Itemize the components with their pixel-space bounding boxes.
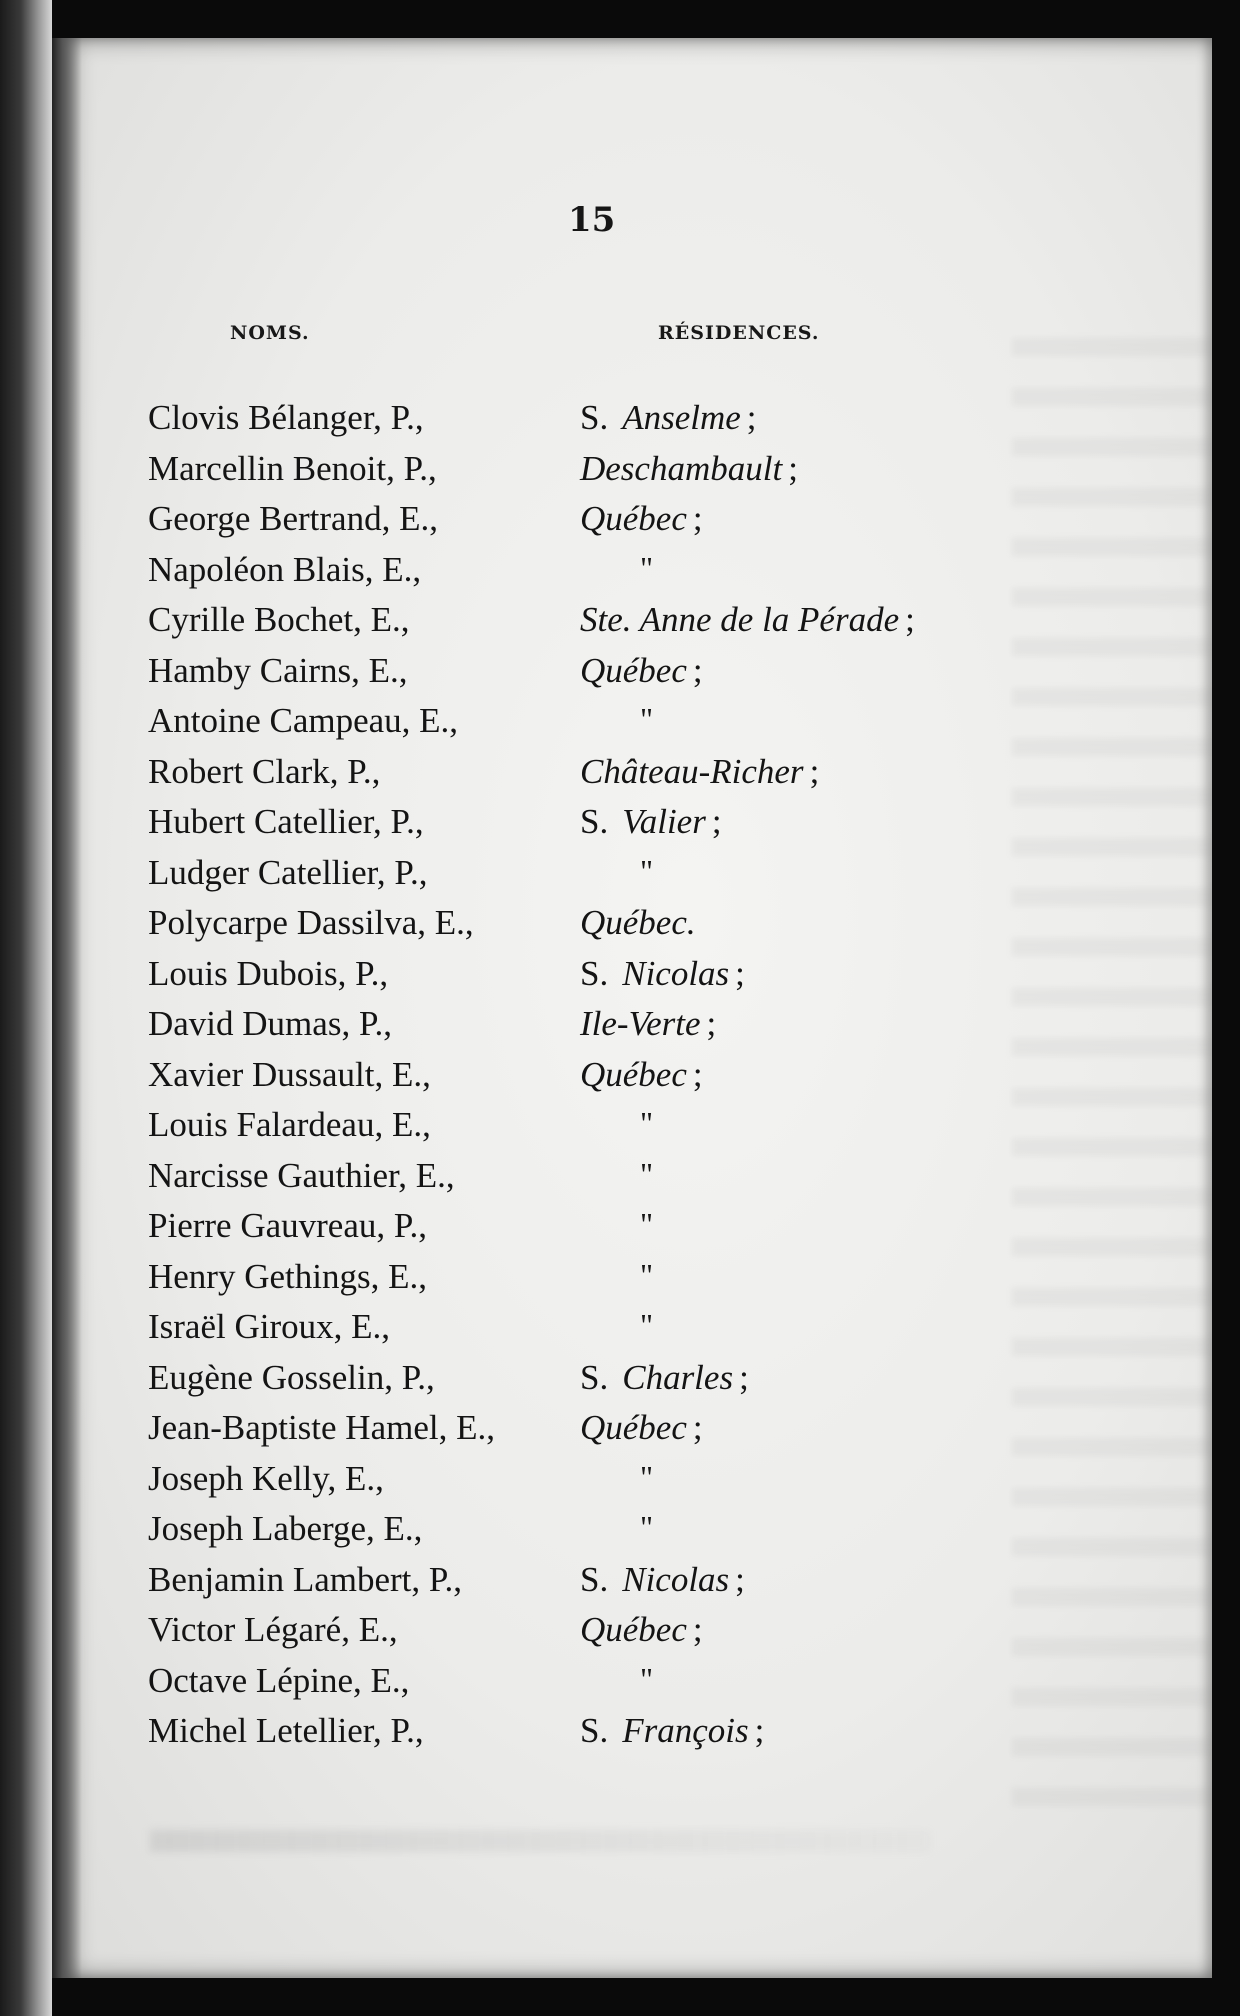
list-item [148,1711,1098,1762]
residence [580,1408,703,1448]
residence-place: Québec [580,1408,687,1447]
person-name: Victor Légaré, E., [148,1610,398,1649]
residence-place: Québec. [580,903,696,942]
person-name: Michel Letellier, P., [148,1711,424,1750]
list-item [148,1105,1098,1156]
residence [580,752,819,792]
person-name: Robert Clark, P., [148,751,381,791]
person-name: Benjamin Lambert, P., [148,1559,462,1599]
person-name: Eugène Gosselin, P., [148,1357,435,1397]
list-item [148,1156,1098,1207]
person-name: Joseph Kelly, E., [148,1458,384,1498]
residence-place: Québec [580,650,687,690]
residence-punctuation: ; [735,953,745,993]
list-item [148,1661,1098,1712]
residence [580,600,915,640]
person-name: Octave Lépine, E., [148,1660,410,1700]
list-item [148,449,1098,500]
ditto-mark: " [640,1660,654,1697]
residence-prefix: S. [580,953,609,993]
person-name: Antoine Campeau, E., [148,701,459,740]
residence-prefix: S. [580,1357,609,1397]
person-name: Narcisse Gauthier, E., [148,1155,455,1195]
person-name: Jean-Baptiste Hamel, E., [148,1408,495,1447]
residence-prefix: S. [580,398,609,437]
residence-place: Charles [622,1357,734,1397]
person-name: Joseph Laberge, E., [148,1509,423,1548]
residence [580,1055,703,1095]
residence-punctuation: ; [692,1054,703,1094]
residence-place: Nicolas [622,953,730,993]
residence-place: Deschambault [580,448,783,488]
faint-bleed-line [150,1830,930,1852]
list-item [148,651,1098,702]
residence [580,1004,716,1044]
list-item [148,1004,1098,1055]
list-item [148,499,1098,550]
residence [580,1711,764,1751]
page-number: 15 [568,200,616,240]
list-item [148,903,1098,954]
residence [580,954,745,994]
residence [580,1560,745,1600]
person-name: Louis Falardeau, E., [148,1105,431,1144]
list-item [148,1055,1098,1106]
residence [580,651,703,691]
residence-place: Anselme [622,398,741,437]
residence-punctuation: ; [735,1559,745,1599]
residence [580,1610,703,1650]
residence-place: Ile-Verte [580,1004,701,1043]
person-name: Henry Gethings, E., [148,1256,427,1296]
residence [580,1358,749,1398]
right-edge [1212,0,1240,2016]
person-name: Clovis Bélanger, P., [148,398,424,437]
residence-punctuation: ; [706,1004,717,1043]
list-item [148,1307,1098,1358]
person-name: Louis Dubois, P., [148,953,389,993]
list-item [148,752,1098,803]
residence-punctuation: ; [788,448,798,488]
residence-punctuation: ; [692,1408,703,1447]
book-spine [0,0,52,2016]
residence [580,802,722,842]
column-header-residences: RÉSIDENCES. [658,322,820,344]
list-item [148,701,1098,752]
residence-place: Québec [580,499,687,538]
list-item [148,954,1098,1005]
names-list [148,398,1098,1762]
person-name: David Dumas, P., [148,1004,393,1043]
list-item [148,1206,1098,1257]
residence-place: Ste. Anne de la Pérade [580,600,900,639]
page-gutter-shadow [52,38,82,1978]
residence-place: Québec [580,1610,687,1649]
residence-punctuation: ; [905,600,915,639]
residence-punctuation: ; [746,398,757,437]
ditto-mark: " [640,1155,654,1192]
list-item [148,1459,1098,1510]
person-name: Xavier Dussault, E., [148,1054,431,1094]
list-item [148,1560,1098,1611]
person-name: George Bertrand, E., [148,499,438,538]
list-item [148,1408,1098,1459]
ditto-mark: " [640,1105,654,1141]
ditto-mark: " [640,1509,654,1545]
list-item [148,600,1098,651]
residence [580,398,757,438]
list-item [148,398,1098,449]
ditto-mark: " [640,1307,654,1343]
residence [580,903,696,943]
list-item [148,1610,1098,1661]
residence-prefix: S. [580,802,609,841]
residence-place: François [622,1711,749,1750]
person-name: Hubert Catellier, P., [148,802,424,841]
list-item [148,802,1098,853]
residence-prefix: S. [580,1559,609,1599]
residence-punctuation: ; [754,1711,765,1750]
residence-punctuation: ; [809,751,820,791]
person-name: Pierre Gauvreau, P., [148,1206,427,1245]
ditto-mark: " [640,852,654,889]
residence-place: Nicolas [622,1559,730,1599]
column-header-names: NOMS. [230,322,310,344]
residence-place: Québec [580,1054,687,1094]
person-name: Cyrille Bochet, E., [148,600,410,639]
person-name: Ludger Catellier, P., [148,852,428,892]
list-item [148,853,1098,904]
ditto-mark: " [640,549,654,586]
person-name: Israël Giroux, E., [148,1307,391,1346]
person-name: Marcellin Benoit, P., [148,448,437,488]
residence [580,449,798,489]
residence-punctuation: ; [711,802,722,841]
ditto-mark: " [640,701,654,737]
ditto-mark: " [640,1206,654,1242]
person-name: Hamby Cairns, E., [148,650,408,690]
ditto-mark: " [640,1458,654,1495]
residence-punctuation: ; [692,650,703,690]
person-name: Polycarpe Dassilva, E., [148,903,474,942]
ditto-mark: " [640,1256,654,1293]
list-item [148,1257,1098,1308]
residence-punctuation: ; [739,1357,749,1397]
residence-place: Château-Richer [580,751,804,791]
list-item [148,1509,1098,1560]
residence-place: Valier [622,802,706,841]
residence-punctuation: ; [692,499,703,538]
residence [580,499,703,539]
list-item [148,550,1098,601]
list-item [148,1358,1098,1409]
residence-punctuation: ; [692,1610,703,1649]
person-name: Napoléon Blais, E., [148,549,422,589]
residence-prefix: S. [580,1711,609,1750]
